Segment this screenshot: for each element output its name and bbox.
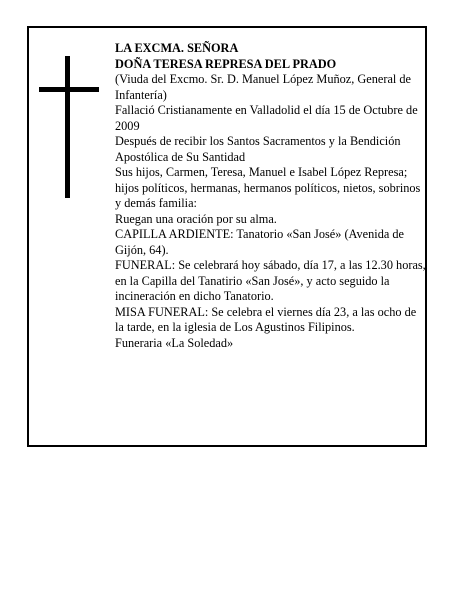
family-list: Sus hijos, Carmen, Teresa, Manuel e Isabel López Represa; hijos políticos, hermanas, hermanos políticos, nietos, sobrinos y demás familia: xyxy=(115,165,421,210)
prayer-request: Ruegan una oración por su alma. xyxy=(115,211,277,226)
notice-text xyxy=(115,41,427,351)
cross-icon xyxy=(39,56,99,198)
sacraments-note: Después de recibir los Santos Sacramentos y la Bendición Apostólica de Su Santidad xyxy=(115,134,401,164)
obituary-notice xyxy=(27,26,427,447)
widow-note: (Viuda del Excmo. Sr. D. Manuel López Muñoz, General de Infantería) xyxy=(115,72,412,102)
funeral-info: FUNERAL: Se celebrará hoy sábado, día 17, a las 12.30 horas, en la Capilla del Tanatirio «San José», y acto seguido la incineración en dicho Tanatorio. xyxy=(115,258,426,303)
mass-info: MISA FUNERAL: Se celebra el viernes día 23, a las ocho de la tarde, en la iglesia de Los Agustinos Filipinos. xyxy=(115,304,417,334)
death-date: Fallació Cristianamente en Valladolid el día 15 de Octubre de 2009 xyxy=(115,103,418,133)
heading-title: LA EXCMA. SEÑORA xyxy=(115,41,239,55)
chapel-info: CAPILLA ARDIENTE: Tanatorio «San José» (Avenida de Gijón, 64). xyxy=(115,227,404,257)
deceased-name: DOÑA TERESA REPRESA DEL PRADO xyxy=(115,56,337,71)
cross-horizontal-bar xyxy=(39,87,99,92)
funeral-home: Funeraria «La Soledad» xyxy=(115,335,234,350)
cross-vertical-bar xyxy=(65,56,70,198)
